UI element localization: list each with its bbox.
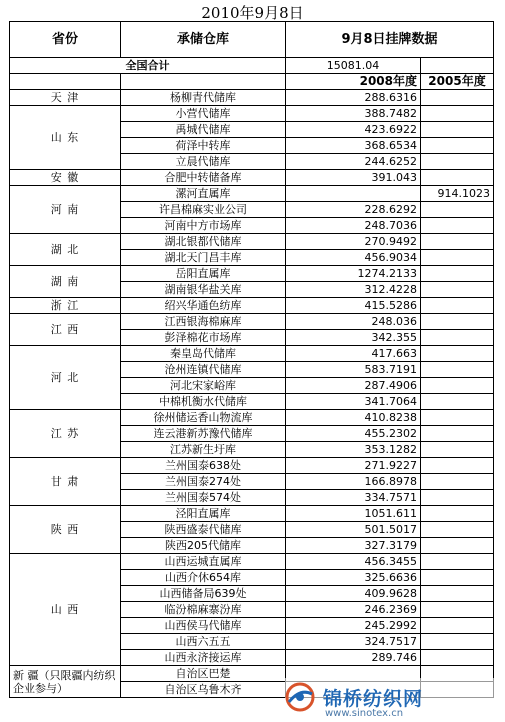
warehouse-cell: 兰州国泰574处 xyxy=(121,490,286,506)
amount-2005-cell xyxy=(421,218,494,234)
warehouse-cell: 临汾棉麻寨汾库 xyxy=(121,602,286,618)
amount-2005-cell xyxy=(421,522,494,538)
warehouse-cell: 山西侯马代储库 xyxy=(121,618,286,634)
amount-2005-cell xyxy=(421,330,494,346)
province-cell: 河 北 xyxy=(10,346,121,410)
warehouse-cell: 立晨代储库 xyxy=(121,154,286,170)
amount-2005-cell xyxy=(421,362,494,378)
warehouse-cell: 连云港新苏豫代储库 xyxy=(121,426,286,442)
amount-2008-cell: 409.9628 xyxy=(286,586,421,602)
table-row xyxy=(10,458,494,474)
amount-2005-cell xyxy=(421,394,494,410)
amount-2008-cell: 423.6922 xyxy=(286,122,421,138)
warehouse-cell: 江苏新生圩库 xyxy=(121,442,286,458)
amount-2008-cell: 324.7517 xyxy=(286,634,421,650)
warehouse-cell: 河南中方市场库 xyxy=(121,218,286,234)
warehouse-cell: 徐州储运香山物流库 xyxy=(121,410,286,426)
amount-2005-cell xyxy=(421,90,494,106)
year-row xyxy=(10,74,494,90)
watermark-brand: 锦桥纺织网 xyxy=(323,688,424,710)
amount-2008-cell: 456.3455 xyxy=(286,554,421,570)
amount-2005-cell xyxy=(421,106,494,122)
table-row xyxy=(10,106,494,122)
table-row xyxy=(10,410,494,426)
total-empty-cell xyxy=(421,58,494,74)
total-value: 15081.04 xyxy=(286,58,421,74)
amount-2008-cell: 246.2369 xyxy=(286,602,421,618)
header-row xyxy=(10,22,494,58)
amount-2005-cell xyxy=(421,426,494,442)
amount-2008-cell: 325.6636 xyxy=(286,570,421,586)
amount-2005-cell xyxy=(421,138,494,154)
header-province: 省份 xyxy=(10,22,121,58)
amount-2008-cell: 456.9034 xyxy=(286,250,421,266)
table-row xyxy=(10,186,494,202)
globe-logo-icon xyxy=(285,682,315,712)
amount-2008-cell: 248.036 xyxy=(286,314,421,330)
amount-2008-cell: 289.746 xyxy=(286,650,421,666)
province-cell: 天 津 xyxy=(10,90,121,106)
warehouse-cell: 岳阳直属库 xyxy=(121,266,286,282)
warehouse-cell: 山西六五五 xyxy=(121,634,286,650)
amount-2008-cell: 334.7571 xyxy=(286,490,421,506)
province-cell: 山 东 xyxy=(10,106,121,170)
province-cell: 陕 西 xyxy=(10,506,121,554)
amount-2008-cell: 388.7482 xyxy=(286,106,421,122)
warehouse-cell: 沧州连镇代储库 xyxy=(121,362,286,378)
amount-2005-cell xyxy=(421,170,494,186)
amount-2008-cell: 391.043 xyxy=(286,170,421,186)
table-row xyxy=(10,506,494,522)
table-row xyxy=(10,266,494,282)
amount-2005-cell xyxy=(421,298,494,314)
year-2008: 2008年度 xyxy=(286,74,421,90)
amount-2008-cell: 1051.611 xyxy=(286,506,421,522)
amount-2005-cell xyxy=(421,378,494,394)
warehouse-cell: 禹城代储库 xyxy=(121,122,286,138)
province-cell: 江 西 xyxy=(10,314,121,346)
amount-2005-cell xyxy=(421,474,494,490)
warehouse-cell: 自治区乌鲁木齐 xyxy=(121,682,286,698)
amount-2008-cell: 245.2992 xyxy=(286,618,421,634)
amount-2008-cell: 353.1282 xyxy=(286,442,421,458)
amount-2005-cell xyxy=(421,122,494,138)
warehouse-cell: 湖北天门昌丰库 xyxy=(121,250,286,266)
warehouse-cell: 江西银海棉麻库 xyxy=(121,314,286,330)
amount-2008-cell: 415.5286 xyxy=(286,298,421,314)
amount-2008-cell: 455.2302 xyxy=(286,426,421,442)
amount-2008-cell: 166.8978 xyxy=(286,474,421,490)
amount-2008-cell: 270.9492 xyxy=(286,234,421,250)
warehouse-cell: 山西介休654库 xyxy=(121,570,286,586)
amount-2005-cell xyxy=(421,554,494,570)
amount-2005-cell xyxy=(421,538,494,554)
warehouse-cell: 荷泽中转库 xyxy=(121,138,286,154)
amount-2008-cell: 583.7191 xyxy=(286,362,421,378)
amount-2008-cell: 312.4228 xyxy=(286,282,421,298)
warehouse-cell: 山西永济接运库 xyxy=(121,650,286,666)
amount-2008-cell: 1274.2133 xyxy=(286,266,421,282)
amount-2008-cell: 368.6534 xyxy=(286,138,421,154)
amount-2005-cell xyxy=(421,602,494,618)
warehouse-cell: 杨柳青代储库 xyxy=(121,90,286,106)
warehouse-cell: 彭泽棉花市场库 xyxy=(121,330,286,346)
table-row xyxy=(10,346,494,362)
province-cell: 湖 北 xyxy=(10,234,121,266)
amount-2005-cell xyxy=(421,282,494,298)
amount-2005-cell xyxy=(421,234,494,250)
amount-2008-cell: 341.7064 xyxy=(286,394,421,410)
amount-2005-cell xyxy=(421,202,494,218)
amount-2005-cell xyxy=(421,250,494,266)
amount-2005-cell xyxy=(421,570,494,586)
warehouse-cell: 陕西盛泰代储库 xyxy=(121,522,286,538)
warehouse-cell: 山西运城直属库 xyxy=(121,554,286,570)
warehouse-table xyxy=(9,21,494,698)
table-row xyxy=(10,298,494,314)
amount-2005-cell xyxy=(421,266,494,282)
year-empty-cell-2 xyxy=(121,74,286,90)
amount-2008-cell: 417.663 xyxy=(286,346,421,362)
amount-2008-cell xyxy=(286,186,421,202)
amount-2005-cell xyxy=(421,442,494,458)
amount-2008-cell: 228.6292 xyxy=(286,202,421,218)
table-row xyxy=(10,554,494,570)
warehouse-cell: 河北宋家峪库 xyxy=(121,378,286,394)
amount-2008-cell: 501.5017 xyxy=(286,522,421,538)
amount-2005-cell xyxy=(421,154,494,170)
table-row xyxy=(10,234,494,250)
year-empty-cell-1 xyxy=(10,74,121,90)
warehouse-cell: 自治区巴楚 xyxy=(121,666,286,682)
warehouse-cell: 漯河直属库 xyxy=(121,186,286,202)
province-cell: 江 苏 xyxy=(10,410,121,458)
amount-2008-cell: 288.6316 xyxy=(286,90,421,106)
amount-2005-cell: 914.1023 xyxy=(421,186,494,202)
province-cell: 新 疆（只限疆内纺织企业参与） xyxy=(10,666,121,698)
warehouse-cell: 泾阳直属库 xyxy=(121,506,286,522)
province-cell: 河 南 xyxy=(10,186,121,234)
header-listed: 9月8日挂牌数据 xyxy=(286,22,494,58)
amount-2008-cell: 327.3179 xyxy=(286,538,421,554)
warehouse-cell: 兰州国泰638处 xyxy=(121,458,286,474)
warehouse-cell: 山西储备局639处 xyxy=(121,586,286,602)
province-cell: 甘 肃 xyxy=(10,458,121,506)
year-2005: 2005年度 xyxy=(421,74,494,90)
amount-2005-cell xyxy=(421,346,494,362)
amount-2005-cell xyxy=(421,314,494,330)
warehouse-cell: 湖北银都代储库 xyxy=(121,234,286,250)
header-warehouse: 承储仓库 xyxy=(121,22,286,58)
warehouse-table-body xyxy=(10,22,494,698)
table-row xyxy=(10,314,494,330)
amount-2005-cell xyxy=(421,410,494,426)
page-title: 2010年9月8日 xyxy=(201,4,304,22)
watermark-url: www.sinotex.cn xyxy=(325,708,404,719)
amount-2005-cell xyxy=(421,586,494,602)
amount-2005-cell xyxy=(421,506,494,522)
amount-2008-cell: 244.6252 xyxy=(286,154,421,170)
warehouse-cell: 绍兴华通色纺库 xyxy=(121,298,286,314)
warehouse-cell: 合肥中转储备库 xyxy=(121,170,286,186)
amount-2005-cell xyxy=(421,618,494,634)
province-cell: 浙 江 xyxy=(10,298,121,314)
total-row xyxy=(10,58,494,74)
table-row xyxy=(10,90,494,106)
province-cell: 湖 南 xyxy=(10,266,121,298)
site-watermark xyxy=(285,678,505,722)
warehouse-cell: 小营代储库 xyxy=(121,106,286,122)
warehouse-cell: 许昌棉麻实业公司 xyxy=(121,202,286,218)
amount-2008-cell: 248.7036 xyxy=(286,218,421,234)
amount-2005-cell xyxy=(421,458,494,474)
amount-2008-cell: 287.4906 xyxy=(286,378,421,394)
warehouse-cell: 兰州国泰274处 xyxy=(121,474,286,490)
warehouse-cell: 中棉机衡水代储库 xyxy=(121,394,286,410)
table-row xyxy=(10,170,494,186)
total-label: 全国合计 xyxy=(10,58,286,74)
amount-2008-cell: 271.9227 xyxy=(286,458,421,474)
amount-2008-cell: 342.355 xyxy=(286,330,421,346)
warehouse-cell: 湖南银华盐关库 xyxy=(121,282,286,298)
province-cell: 安 徽 xyxy=(10,170,121,186)
warehouse-cell: 秦皇岛代储库 xyxy=(121,346,286,362)
amount-2008-cell: 410.8238 xyxy=(286,410,421,426)
warehouse-cell: 陕西205代储库 xyxy=(121,538,286,554)
amount-2005-cell xyxy=(421,650,494,666)
amount-2005-cell xyxy=(421,634,494,650)
province-cell: 山 西 xyxy=(10,554,121,666)
amount-2005-cell xyxy=(421,490,494,506)
